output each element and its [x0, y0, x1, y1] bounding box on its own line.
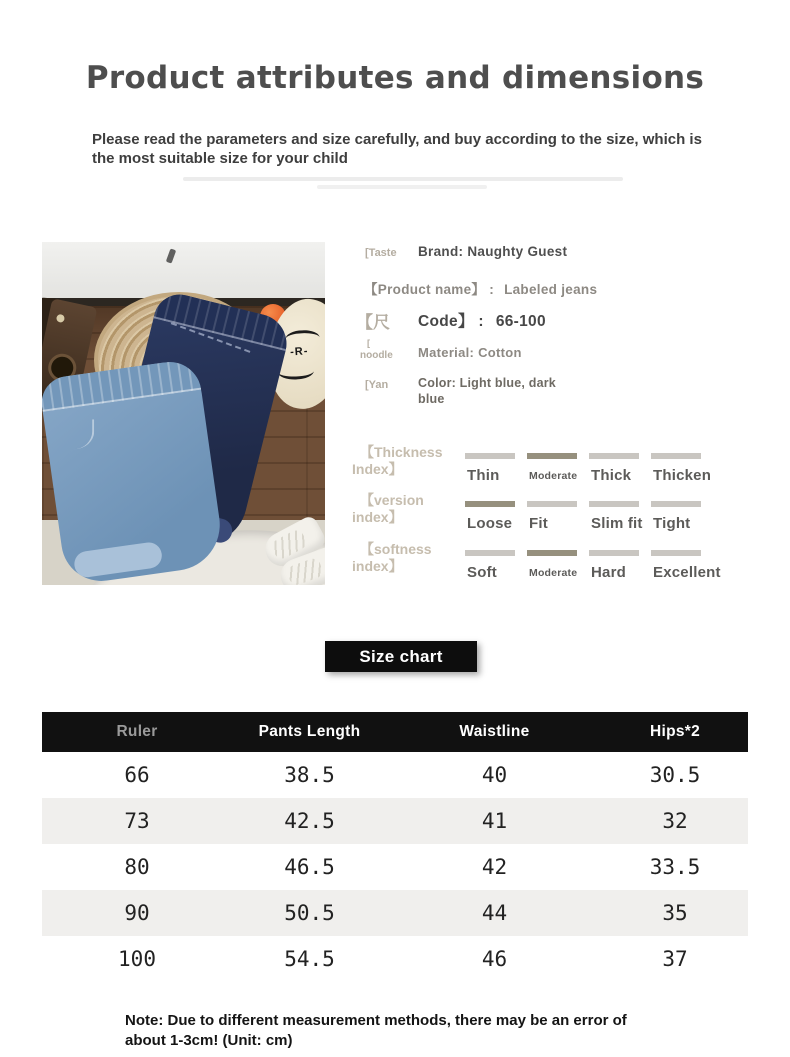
option-bar: [651, 550, 701, 556]
size-table: [42, 712, 748, 982]
version-index-label: 【version index】: [352, 492, 424, 525]
size-chart-badge: Size chart: [325, 641, 477, 672]
material-row-prefix: [: [367, 338, 370, 348]
hat-logo-arc: [278, 363, 315, 380]
index-option: Soft: [465, 550, 515, 581]
table-cell: 54.5: [284, 947, 335, 971]
table-cell: 37: [662, 947, 688, 971]
table-cell: 44: [481, 901, 508, 925]
index-option: Moderate: [527, 453, 577, 484]
version-index-row: [352, 492, 701, 532]
index-option: Excellent: [651, 550, 701, 581]
table-row: [42, 844, 748, 890]
thickness-index-row: [352, 444, 712, 484]
brand-row-prefix: [Taste: [365, 247, 397, 259]
softness-index-row: [352, 541, 721, 581]
index-option: Slim fit: [589, 501, 639, 532]
softness-options: [465, 541, 721, 581]
column-header-hips: Hips*2: [649, 723, 701, 740]
column-header-pants-length: Pants Length: [258, 723, 361, 740]
size-table-header: [42, 712, 748, 752]
table-cell: 90: [124, 901, 150, 925]
table-row: [42, 890, 748, 936]
measurement-note: Note: Due to different measurement methods, there may be an error of about 1-3cm! (Unit: cm): [125, 1012, 627, 1049]
product-name-value: Labeled jeans: [504, 282, 598, 297]
page-title: Product attributes and dimensions: [85, 60, 705, 96]
material-row-prefix: noodle: [360, 350, 393, 361]
hat-logo-text: -R-: [289, 345, 309, 359]
brand-value: Brand: Naughty Guest: [418, 244, 568, 259]
code-label: Code】 :: [418, 313, 484, 330]
table-cell: 46: [481, 947, 508, 971]
color-row-prefix: [Yan: [365, 379, 389, 391]
light-jeans-cuff: [73, 541, 164, 579]
table-cell: 80: [124, 855, 150, 879]
table-row: [42, 752, 748, 798]
table-cell: 42.5: [284, 809, 335, 833]
option-bar: [589, 453, 639, 459]
table-cell: 38.5: [284, 763, 335, 787]
product-photo: [42, 242, 325, 585]
table-cell: 100: [118, 947, 156, 971]
table-cell: 33.5: [649, 855, 701, 879]
option-bar: [651, 501, 701, 507]
table-cell: 46.5: [284, 855, 335, 879]
table-cell: 42: [481, 855, 508, 879]
table-cell: 40: [481, 763, 508, 787]
table-cell: 73: [124, 809, 150, 833]
code-row-prefix: 【尺: [356, 313, 390, 332]
index-option: Fit: [527, 501, 577, 532]
product-name-row: [364, 278, 597, 298]
softness-index-label: 【softness index】: [352, 541, 432, 574]
table-cell: 35: [662, 901, 688, 925]
table-cell: 30.5: [649, 763, 701, 787]
option-bar: [527, 550, 577, 556]
option-bar: [651, 453, 701, 459]
index-option: Thicken: [651, 453, 701, 484]
shoe-laces: [286, 557, 325, 585]
index-option: Thin: [465, 453, 515, 484]
column-header-ruler: Ruler: [116, 723, 158, 740]
radio-knob: [56, 314, 65, 323]
table-cell: 32: [662, 809, 688, 833]
index-option: Hard: [589, 550, 639, 581]
size-table-body: [42, 752, 748, 982]
option-bar: [589, 501, 639, 507]
index-option: Tight: [651, 501, 701, 532]
index-option: Thick: [589, 453, 639, 484]
fine-print-line: [317, 185, 487, 189]
index-option: Moderate: [527, 550, 577, 581]
option-bar: [527, 501, 577, 507]
thickness-options: [465, 444, 712, 484]
option-bar: [465, 550, 515, 556]
table-cell: 41: [481, 809, 508, 833]
table-cell: 50.5: [284, 901, 335, 925]
index-option: Loose: [465, 501, 515, 532]
table-row: [42, 936, 748, 982]
column-header-waistline: Waistline: [459, 723, 530, 740]
version-options: [465, 492, 701, 532]
option-bar: [465, 501, 515, 507]
photo-light-blue-jeans: [42, 358, 226, 585]
fine-print-line: [183, 177, 623, 181]
code-value: 66-100: [495, 313, 546, 330]
option-bar: [527, 453, 577, 459]
option-bar: [589, 550, 639, 556]
color-value: Color: Light blue, dark blue: [418, 376, 556, 407]
code-row: [418, 309, 546, 331]
product-name-label: 【Product name】 :: [364, 282, 495, 297]
thickness-index-label: 【Thickness Index】: [352, 444, 443, 477]
page-subtitle: Please read the parameters and size carefully, and buy according to the size, which is the most suitable size for your child: [92, 131, 702, 168]
option-bar: [465, 453, 515, 459]
light-jeans-pocket: [60, 419, 94, 449]
material-value: Material: Cotton: [418, 345, 522, 360]
table-cell: 66: [124, 763, 150, 787]
table-row: [42, 798, 748, 844]
